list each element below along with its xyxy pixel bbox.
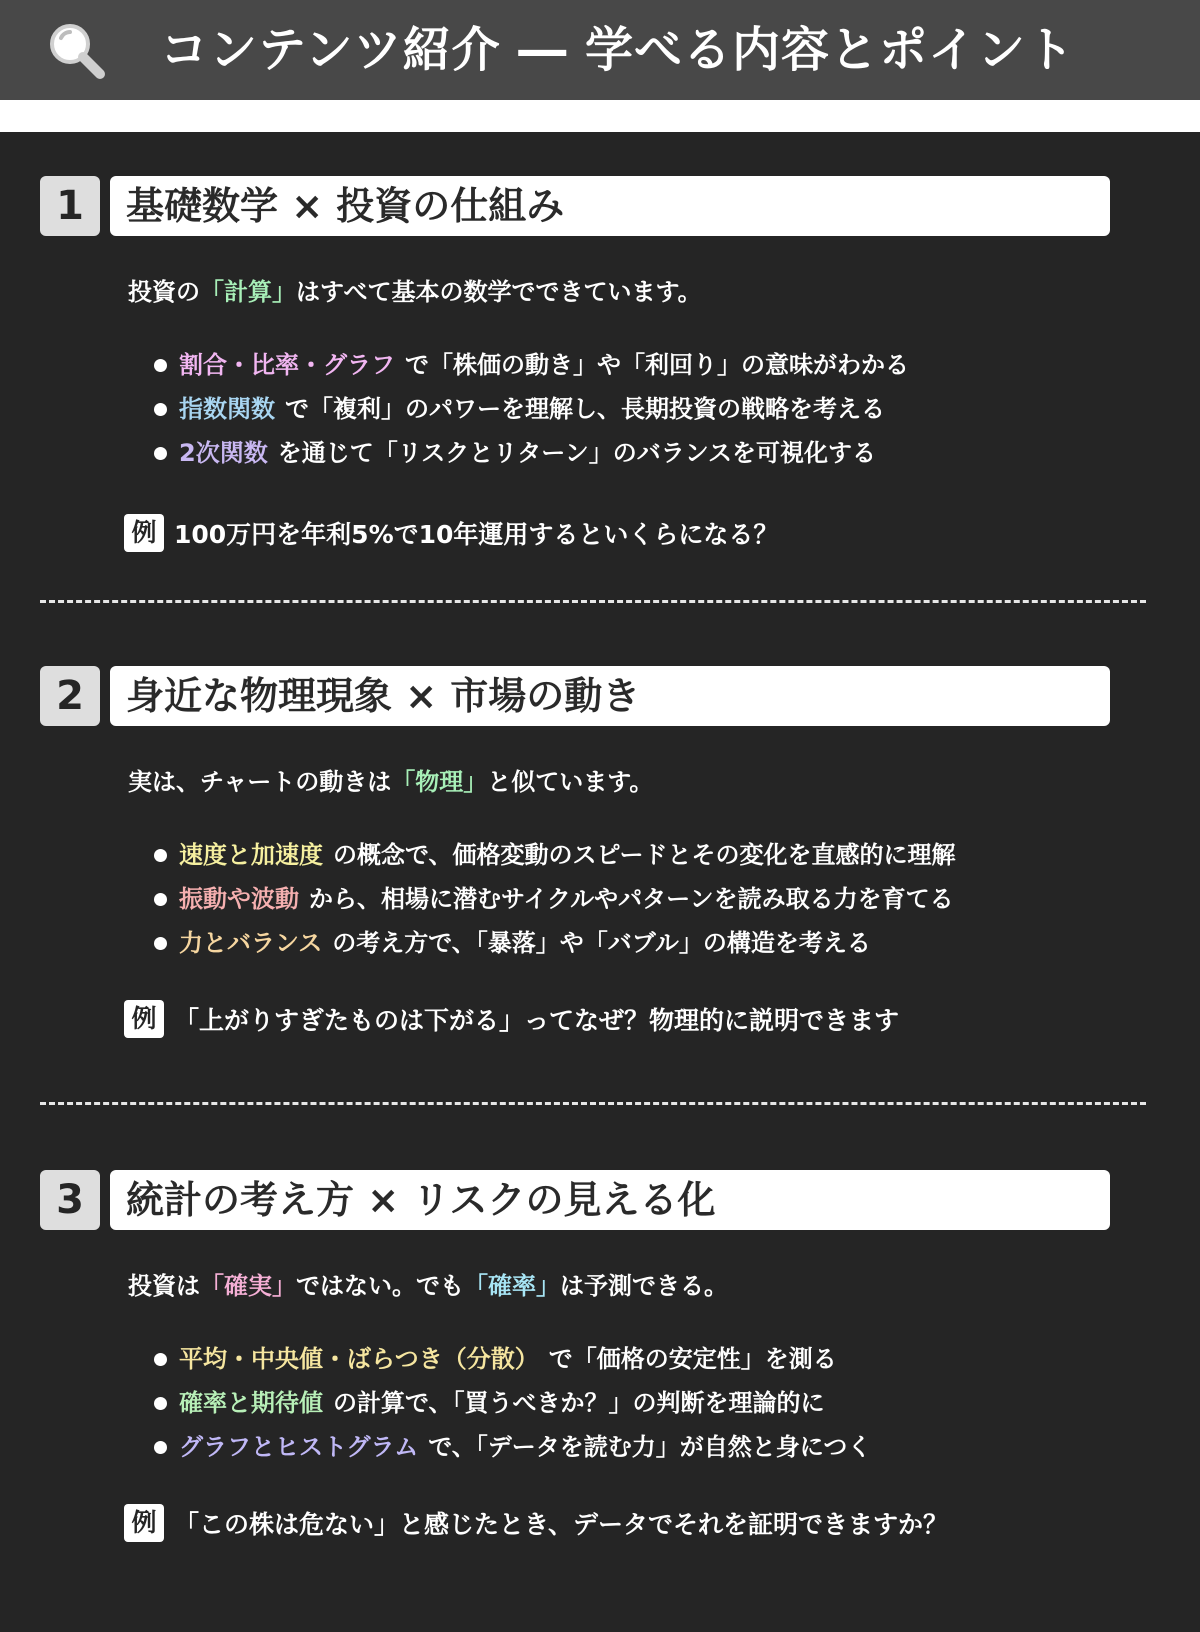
section-intro: 投資は「確実」ではない。でも「確率」は予測できる。 [128, 1272, 728, 1300]
list-item: 2次関数 を通じて「リスクとリターン」のバランスを可視化する [154, 431, 909, 475]
section-number: 2 [40, 666, 100, 726]
keyword-highlight: グラフとヒストグラム [179, 1433, 419, 1461]
header-underline-band [0, 100, 1200, 132]
bullet-list [154, 833, 956, 965]
example-line [124, 514, 778, 552]
list-item: 割合・比率・グラフ で「株価の動き」や「利回り」の意味がわかる [154, 343, 909, 387]
list-item: 速度と加速度 の概念で、価格変動のスピードとその変化を直感的に理解 [154, 833, 956, 877]
magnifier-icon [44, 18, 108, 82]
section-intro: 投資の「計算」はすべて基本の数学でできています。 [128, 278, 702, 306]
keyword-highlight: 指数関数 [179, 395, 275, 423]
example-badge: 例 [124, 514, 164, 552]
list-item: 確率と期待値 の計算で、「買うべきか？」の判断を理論的に [154, 1381, 871, 1425]
example-badge: 例 [124, 1504, 164, 1542]
section-divider [40, 600, 1146, 603]
bullet-dot-icon [154, 893, 167, 906]
section-number: 3 [40, 1170, 100, 1230]
section-divider [40, 1102, 1146, 1105]
bullet-dot-icon [154, 403, 167, 416]
bullet-list [154, 1337, 871, 1469]
page-header [0, 0, 1200, 100]
section-title: 身近な物理現象 × 市場の動き [110, 666, 1110, 726]
bullet-list [154, 343, 909, 475]
list-item: 振動や波動 から、相場に潜むサイクルやパターンを読み取る力を育てる [154, 877, 956, 921]
keyword-highlight: 割合・比率・グラフ [179, 351, 395, 379]
intro-highlight-2: 「確率」 [464, 1272, 560, 1300]
keyword-highlight: 平均・中央値・ばらつき（分散） [179, 1345, 539, 1373]
bullet-dot-icon [154, 447, 167, 460]
list-item: 平均・中央値・ばらつき（分散） で「価格の安定性」を測る [154, 1337, 871, 1381]
example-line [124, 1000, 899, 1038]
page-title: コンテンツ紹介 ― 学べる内容とポイント [160, 22, 1076, 78]
section-intro: 実は、チャートの動きは「物理」と似ています。 [128, 768, 654, 796]
example-text: 「上がりすぎたものは下がる」ってなぜ？物理的に説明できます [174, 1006, 900, 1035]
bullet-dot-icon [154, 359, 167, 372]
keyword-highlight: 2次関数 [179, 439, 268, 467]
bullet-dot-icon [154, 1441, 167, 1454]
bullet-dot-icon [154, 849, 167, 862]
example-text: 100万円を年利5%で10年運用するといくらになる？ [174, 520, 779, 549]
intro-highlight: 「計算」 [200, 278, 296, 306]
example-badge: 例 [124, 1000, 164, 1038]
intro-highlight: 「確実」 [200, 1272, 296, 1300]
keyword-highlight: 振動や波動 [179, 885, 299, 913]
bullet-dot-icon [154, 937, 167, 950]
section-title: 基礎数学 × 投資の仕組み [110, 176, 1110, 236]
intro-highlight: 「物理」 [391, 768, 488, 796]
bullet-dot-icon [154, 1397, 167, 1410]
section-number: 1 [40, 176, 100, 236]
bullet-dot-icon [154, 1353, 167, 1366]
list-item: グラフとヒストグラム で、「データを読む力」が自然と身につく [154, 1425, 871, 1469]
list-item: 指数関数 で「複利」のパワーを理解し、長期投資の戦略を考える [154, 387, 909, 431]
example-line [124, 1504, 948, 1542]
example-text: 「この株は危ない」と感じたとき、データでそれを証明できますか？ [174, 1510, 949, 1539]
list-item: 力とバランス の考え方で、「暴落」や「バブル」の構造を考える [154, 921, 956, 965]
keyword-highlight: 力とバランス [179, 929, 323, 957]
section-title: 統計の考え方 × リスクの見える化 [110, 1170, 1110, 1230]
keyword-highlight: 確率と期待値 [179, 1389, 323, 1417]
keyword-highlight: 速度と加速度 [179, 841, 323, 869]
